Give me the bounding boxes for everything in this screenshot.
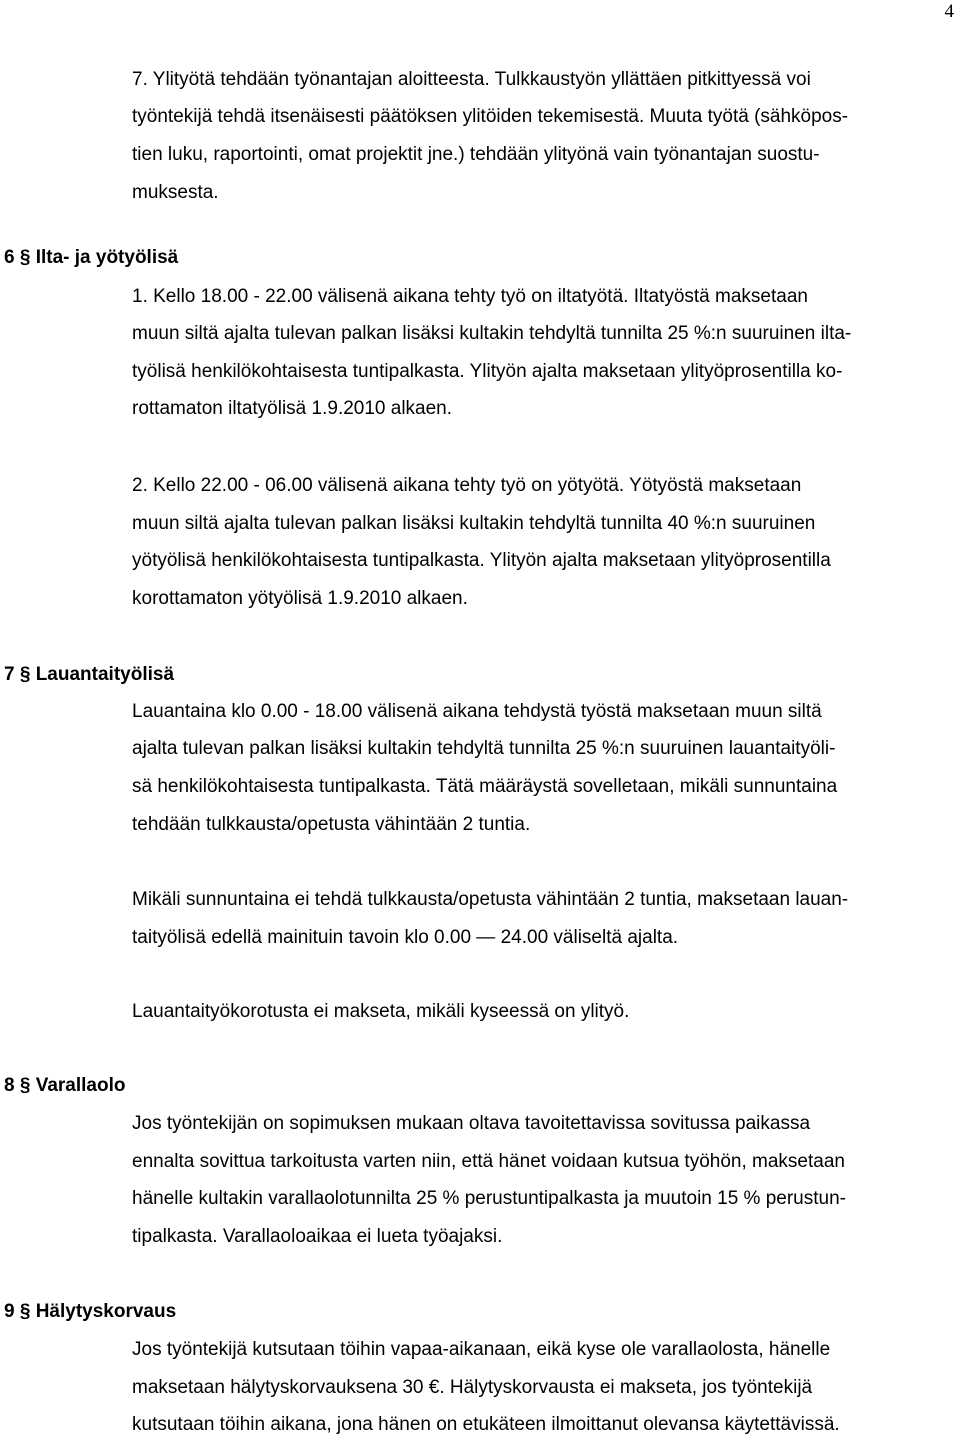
paragraph-7-line-2: työntekijä tehdä itsenäisesti päätöksen ylitöiden tekemisestä. Muuta työtä (sähköpos- [132,106,849,127]
standby-line-2: ennalta sovittua tarkoitusta varten niin, että hänet voidaan kutsua työhön, maksetaan [132,1151,845,1172]
saturday-work-line-2: ajalta tulevan palkan lisäksi kultakin tehdyltä tunnilta 25 %:n suuruinen lauantaityöli- [132,738,836,759]
saturday-work-line-1: Lauantaina klo 0.00 - 18.00 välisenä aikana tehdystä työstä maksetaan muun siltä [132,701,822,722]
night-work-line-4: korottamaton yötyölisä 1.9.2010 alkaen. [132,588,468,609]
standby-line-1: Jos työntekijän on sopimuksen mukaan oltava tavoitettavissa sovitussa paikassa [132,1113,811,1134]
section-heading-8: 8 § Varallaolo [4,1075,126,1096]
overtime-note-line: Lauantaityökorotusta ei makseta, mikäli kyseessä on ylityö. [132,1001,630,1022]
saturday-work-line-3: sä henkilökohtaisesta tuntipalkasta. Tätä määräystä sovelletaan, mikäli sunnuntaina [132,776,838,797]
section-heading-6: 6 § Ilta- ja yötyölisä [4,247,179,268]
section-heading-7: 7 § Lauantaityölisä [4,664,175,685]
standby-line-4: tipalkasta. Varallaoloaikaa ei lueta työajaksi. [132,1226,503,1247]
paragraph-7-line-3: tien luku, raportointi, omat projektit jne.) tehdään ylityönä vain työnantajan suostu- [132,144,820,165]
night-work-line-2: muun siltä ajalta tulevan palkan lisäksi kultakin tehdyltä tunnilta 40 %:n suuruinen [132,513,816,534]
sunday-rule-line-2: taityölisä edellä mainituin tavoin klo 0.00 — 24.00 väliseltä ajalta. [132,927,679,948]
saturday-work-line-4: tehdään tulkkausta/opetusta vähintään 2 tuntia. [132,814,531,835]
evening-work-line-1: 1. Kello 18.00 - 22.00 välisenä aikana tehty työ on iltatyötä. Iltatyöstä maksetaan [132,286,808,307]
callout-line-2: maksetaan hälytyskorvauksena 30 €. Hälytyskorvausta ei makseta, jos työntekijä [132,1377,813,1398]
evening-work-line-2: muun siltä ajalta tulevan palkan lisäksi kultakin tehdyltä tunnilta 25 %:n suuruinen ilta- [132,323,852,344]
evening-work-line-4: rottamaton iltatyölisä 1.9.2010 alkaen. [132,398,453,419]
section-heading-9: 9 § Hälytyskorvaus [4,1301,177,1322]
paragraph-7-line-1: 7. Ylityötä tehdään työnantajan aloitteesta. Tulkkaustyön yllättäen pitkittyessä voi [132,69,811,90]
callout-line-1: Jos työntekijä kutsutaan töihin vapaa-aikanaan, eikä kyse ole varallaolosta, hänelle [132,1339,831,1360]
night-work-line-1: 2. Kello 22.00 - 06.00 välisenä aikana tehty työ on yötyötä. Yötyöstä maksetaan [132,475,802,496]
paragraph-7-line-4: muksesta. [132,182,219,203]
sunday-rule-line-1: Mikäli sunnuntaina ei tehdä tulkkausta/opetusta vähintään 2 tuntia, maksetaan lauan- [132,889,849,910]
page-number: 4 [944,1,954,22]
night-work-line-3: yötyölisä henkilökohtaisesta tuntipalkasta. Ylityön ajalta maksetaan ylityöprosentilla [132,550,831,571]
callout-line-3: kutsutaan töihin aikana, jona hänen on etukäteen ilmoittanut olevansa käytettävissä. [132,1414,840,1435]
standby-line-3: hänelle kultakin varallaolotunnilta 25 % perustuntipalkasta ja muutoin 15 % perustun- [132,1188,846,1209]
evening-work-line-3: työlisä henkilökohtaisesta tuntipalkasta. Ylityön ajalta maksetaan ylityöprosentilla ko- [132,361,843,382]
